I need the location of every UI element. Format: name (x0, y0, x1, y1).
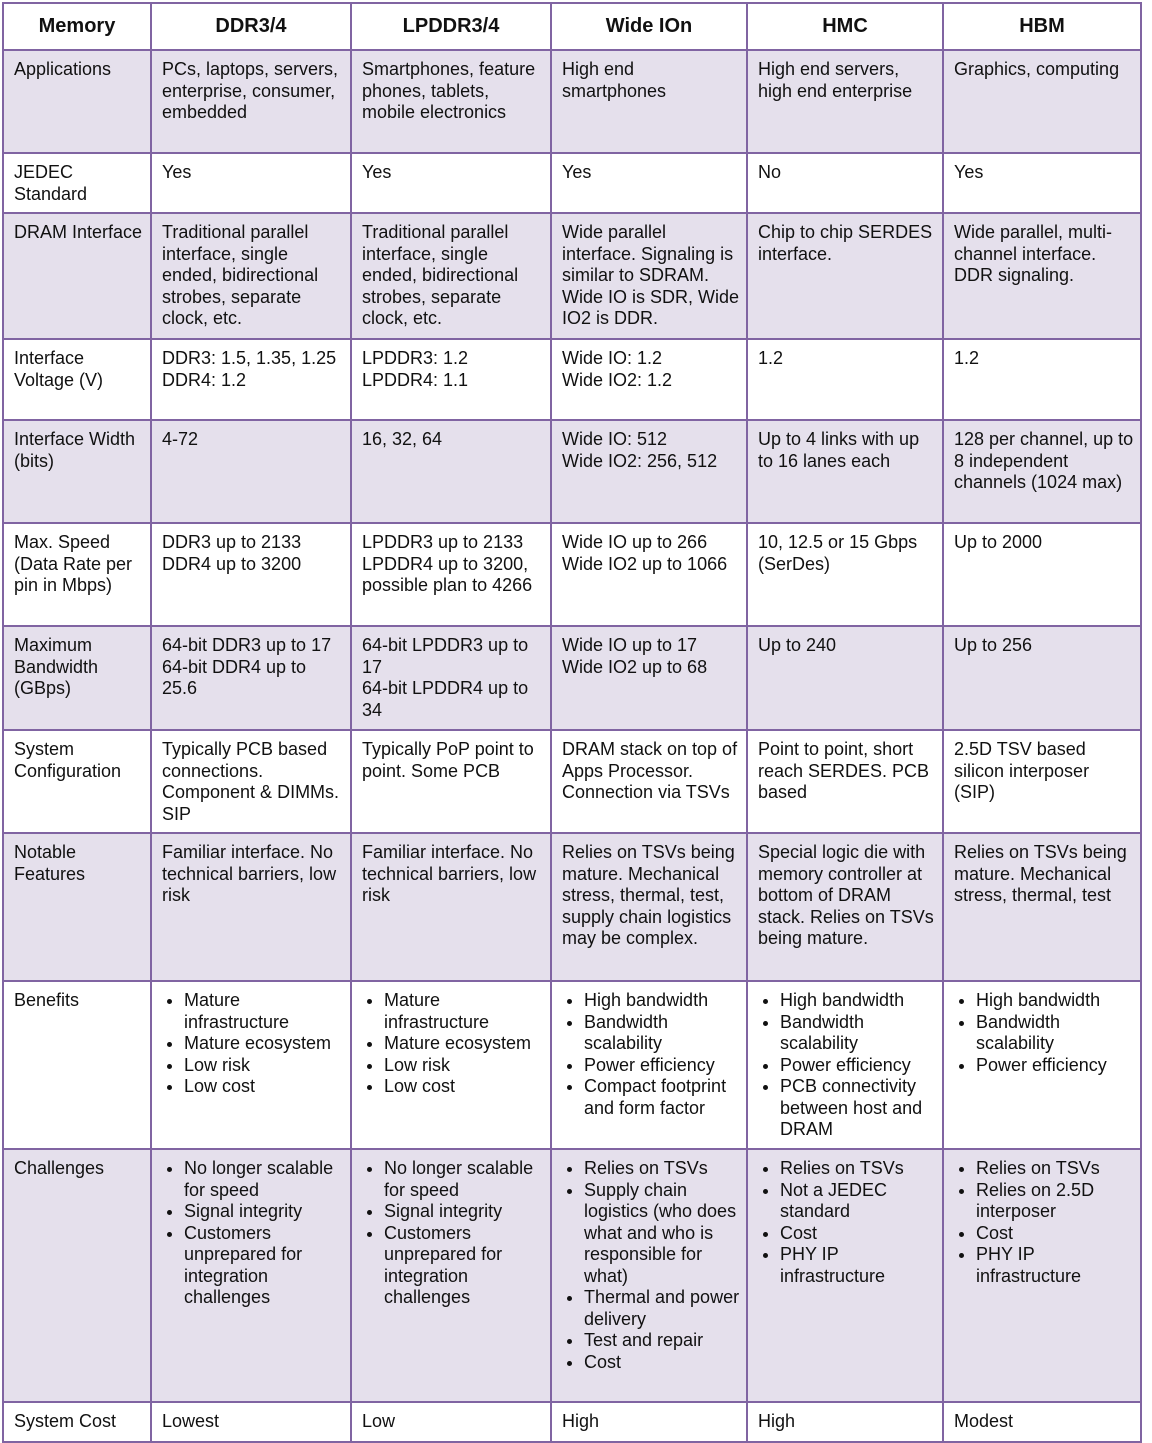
table-row (3, 213, 1141, 339)
bullet-item: • No longer scalable for speed (184, 1158, 344, 1201)
cell-hbm: Up to 2000 (943, 523, 1141, 626)
cell-hmc: High (747, 1402, 943, 1442)
bullet-item: • Low cost (184, 1076, 344, 1098)
table-row (3, 523, 1141, 626)
bullet-list (562, 990, 740, 1119)
bullet-item: • Cost (976, 1223, 1134, 1245)
table-row (3, 730, 1141, 833)
bullet-item: • Low risk (184, 1055, 344, 1077)
bullet-item: • Supply chain logistics (who does what and who is responsible for what) (584, 1180, 740, 1288)
bullet-item: • No longer scalable for speed (384, 1158, 544, 1201)
bullet-list (562, 1158, 740, 1373)
cell-ddr34: DDR3: 1.5, 1.35, 1.25 DDR4: 1.2 (151, 339, 351, 420)
cell-wide-ion-list (551, 981, 747, 1149)
cell-ddr34-list (151, 981, 351, 1149)
bullet-item: • Bandwidth scalability (584, 1012, 740, 1055)
row-label: Benefits (3, 981, 151, 1149)
row-label: DRAM Interface (3, 213, 151, 339)
bullet-list (954, 1158, 1134, 1287)
bullet-list (758, 990, 936, 1141)
row-label: Interface Width (bits) (3, 420, 151, 523)
row-label: Applications (3, 50, 151, 153)
bullet-item: • PHY IP infrastructure (780, 1244, 936, 1287)
header-wide-ion: Wide IOn (551, 3, 747, 50)
bullet-item: • Mature ecosystem (184, 1033, 344, 1055)
header-hmc: HMC (747, 3, 943, 50)
cell-wide-ion: High end smartphones (551, 50, 747, 153)
cell-hbm: Yes (943, 153, 1141, 213)
bullet-item: • Relies on 2.5D interposer (976, 1180, 1134, 1223)
cell-hmc: 1.2 (747, 339, 943, 420)
header-hbm: HBM (943, 3, 1141, 50)
bullet-item: • Customers unprepared for integration challenges (384, 1223, 544, 1309)
cell-wide-ion: DRAM stack on top of Apps Processor. Connection via TSVs (551, 730, 747, 833)
cell-wide-ion: Wide IO up to 17 Wide IO2 up to 68 (551, 626, 747, 730)
table-row (3, 1402, 1141, 1442)
cell-lpddr34-list (351, 1149, 551, 1402)
table-row (3, 1149, 1141, 1402)
bullet-list (162, 990, 344, 1098)
cell-lpddr34: 16, 32, 64 (351, 420, 551, 523)
header-memory: Memory (3, 3, 151, 50)
cell-hbm-list (943, 981, 1141, 1149)
table-row (3, 420, 1141, 523)
memory-comparison-table (2, 2, 1142, 1443)
bullet-item: • Relies on TSVs (780, 1158, 936, 1180)
cell-ddr34: Lowest (151, 1402, 351, 1442)
cell-wide-ion: High (551, 1402, 747, 1442)
bullet-list (162, 1158, 344, 1309)
row-label: JEDEC Standard (3, 153, 151, 213)
cell-wide-ion: Wide IO up to 266 Wide IO2 up to 1066 (551, 523, 747, 626)
cell-lpddr34: Familiar interface. No technical barriers, low risk (351, 833, 551, 981)
table-row (3, 981, 1141, 1149)
bullet-item: • Compact footprint and form factor (584, 1076, 740, 1119)
cell-wide-ion: Wide IO: 512 Wide IO2: 256, 512 (551, 420, 747, 523)
cell-hmc: Special logic die with memory controller at bottom of DRAM stack. Relies on TSVs being mature. (747, 833, 943, 981)
header-row (3, 3, 1141, 50)
bullet-item: • PCB connectivity between host and DRAM (780, 1076, 936, 1141)
cell-lpddr34: Yes (351, 153, 551, 213)
bullet-list (362, 1158, 544, 1309)
bullet-item: • High bandwidth (976, 990, 1134, 1012)
cell-lpddr34: Low (351, 1402, 551, 1442)
cell-ddr34: PCs, laptops, servers, enterprise, consumer, embedded (151, 50, 351, 153)
cell-hmc: Up to 240 (747, 626, 943, 730)
row-label: System Configuration (3, 730, 151, 833)
cell-wide-ion: Wide IO: 1.2 Wide IO2: 1.2 (551, 339, 747, 420)
row-label: System Cost (3, 1402, 151, 1442)
cell-hmc: Chip to chip SERDES interface. (747, 213, 943, 339)
cell-ddr34: Yes (151, 153, 351, 213)
bullet-item: • Mature ecosystem (384, 1033, 544, 1055)
cell-hbm: 2.5D TSV based silicon interposer (SIP) (943, 730, 1141, 833)
cell-ddr34: Typically PCB based connections. Component & DIMMs. SIP (151, 730, 351, 833)
cell-lpddr34: LPDDR3 up to 2133 LPDDR4 up to 3200, possible plan to 4266 (351, 523, 551, 626)
bullet-item: • Bandwidth scalability (780, 1012, 936, 1055)
bullet-item: • Signal integrity (384, 1201, 544, 1223)
bullet-item: • Relies on TSVs (584, 1158, 740, 1180)
cell-hmc: High end servers, high end enterprise (747, 50, 943, 153)
table-row (3, 153, 1141, 213)
cell-hmc: Point to point, short reach SERDES. PCB based (747, 730, 943, 833)
cell-hmc-list (747, 981, 943, 1149)
row-label: Notable Features (3, 833, 151, 981)
cell-ddr34-list (151, 1149, 351, 1402)
table-row (3, 50, 1141, 153)
bullet-item: • Mature infrastructure (184, 990, 344, 1033)
table-row (3, 339, 1141, 420)
bullet-item: • Relies on TSVs (976, 1158, 1134, 1180)
bullet-item: • Signal integrity (184, 1201, 344, 1223)
row-label: Challenges (3, 1149, 151, 1402)
cell-ddr34: Traditional parallel interface, single ended, bidirectional strobes, separate clock, etc. (151, 213, 351, 339)
cell-hmc-list (747, 1149, 943, 1402)
cell-hbm-list (943, 1149, 1141, 1402)
cell-hbm: 1.2 (943, 339, 1141, 420)
cell-lpddr34: 64-bit LPDDR3 up to 17 64-bit LPDDR4 up to 34 (351, 626, 551, 730)
cell-wide-ion: Yes (551, 153, 747, 213)
cell-lpddr34: Traditional parallel interface, single ended, bidirectional strobes, separate clock, etc. (351, 213, 551, 339)
cell-lpddr34: Typically PoP point to point. Some PCB (351, 730, 551, 833)
row-label: Maximum Bandwidth (GBps) (3, 626, 151, 730)
bullet-item: • High bandwidth (780, 990, 936, 1012)
bullet-item: • Test and repair (584, 1330, 740, 1352)
table-row (3, 833, 1141, 981)
table-row (3, 626, 1141, 730)
cell-wide-ion: Wide parallel interface. Signaling is similar to SDRAM. Wide IO is SDR, Wide IO2 is DDR. (551, 213, 747, 339)
bullet-item: • Customers unprepared for integration challenges (184, 1223, 344, 1309)
cell-lpddr34: LPDDR3: 1.2 LPDDR4: 1.1 (351, 339, 551, 420)
cell-hmc: No (747, 153, 943, 213)
bullet-item: • Power efficiency (584, 1055, 740, 1077)
cell-wide-ion-list (551, 1149, 747, 1402)
bullet-item: • Thermal and power delivery (584, 1287, 740, 1330)
cell-hbm: Up to 256 (943, 626, 1141, 730)
bullet-item: • High bandwidth (584, 990, 740, 1012)
cell-ddr34: 64-bit DDR3 up to 17 64-bit DDR4 up to 25.6 (151, 626, 351, 730)
row-label: Max. Speed (Data Rate per pin in Mbps) (3, 523, 151, 626)
cell-hbm: Wide parallel, multi-channel interface. DDR signaling. (943, 213, 1141, 339)
cell-hmc: 10, 12.5 or 15 Gbps (SerDes) (747, 523, 943, 626)
row-label: Interface Voltage (V) (3, 339, 151, 420)
bullet-item: • Cost (584, 1352, 740, 1374)
bullet-item: • Power efficiency (780, 1055, 936, 1077)
header-ddr34: DDR3/4 (151, 3, 351, 50)
bullet-item: • PHY IP infrastructure (976, 1244, 1134, 1287)
cell-wide-ion: Relies on TSVs being mature. Mechanical stress, thermal, test, supply chain logistics may be complex. (551, 833, 747, 981)
bullet-list (954, 990, 1134, 1076)
cell-lpddr34: Smartphones, feature phones, tablets, mobile electronics (351, 50, 551, 153)
cell-hbm: 128 per channel, up to 8 independent channels (1024 max) (943, 420, 1141, 523)
bullet-item: • Low cost (384, 1076, 544, 1098)
bullet-item: • Low risk (384, 1055, 544, 1077)
cell-ddr34: 4-72 (151, 420, 351, 523)
cell-hmc: Up to 4 links with up to 16 lanes each (747, 420, 943, 523)
cell-ddr34: Familiar interface. No technical barriers, low risk (151, 833, 351, 981)
bullet-item: • Bandwidth scalability (976, 1012, 1134, 1055)
bullet-item: • Not a JEDEC standard (780, 1180, 936, 1223)
cell-ddr34: DDR3 up to 2133 DDR4 up to 3200 (151, 523, 351, 626)
table-body (3, 50, 1141, 1442)
bullet-item: • Cost (780, 1223, 936, 1245)
bullet-item: • Mature infrastructure (384, 990, 544, 1033)
header-lpddr34: LPDDR3/4 (351, 3, 551, 50)
cell-lpddr34-list (351, 981, 551, 1149)
cell-hbm: Graphics, computing (943, 50, 1141, 153)
bullet-list (758, 1158, 936, 1287)
bullet-item: • Power efficiency (976, 1055, 1134, 1077)
bullet-list (362, 990, 544, 1098)
cell-hbm: Relies on TSVs being mature. Mechanical stress, thermal, test (943, 833, 1141, 981)
cell-hbm: Modest (943, 1402, 1141, 1442)
